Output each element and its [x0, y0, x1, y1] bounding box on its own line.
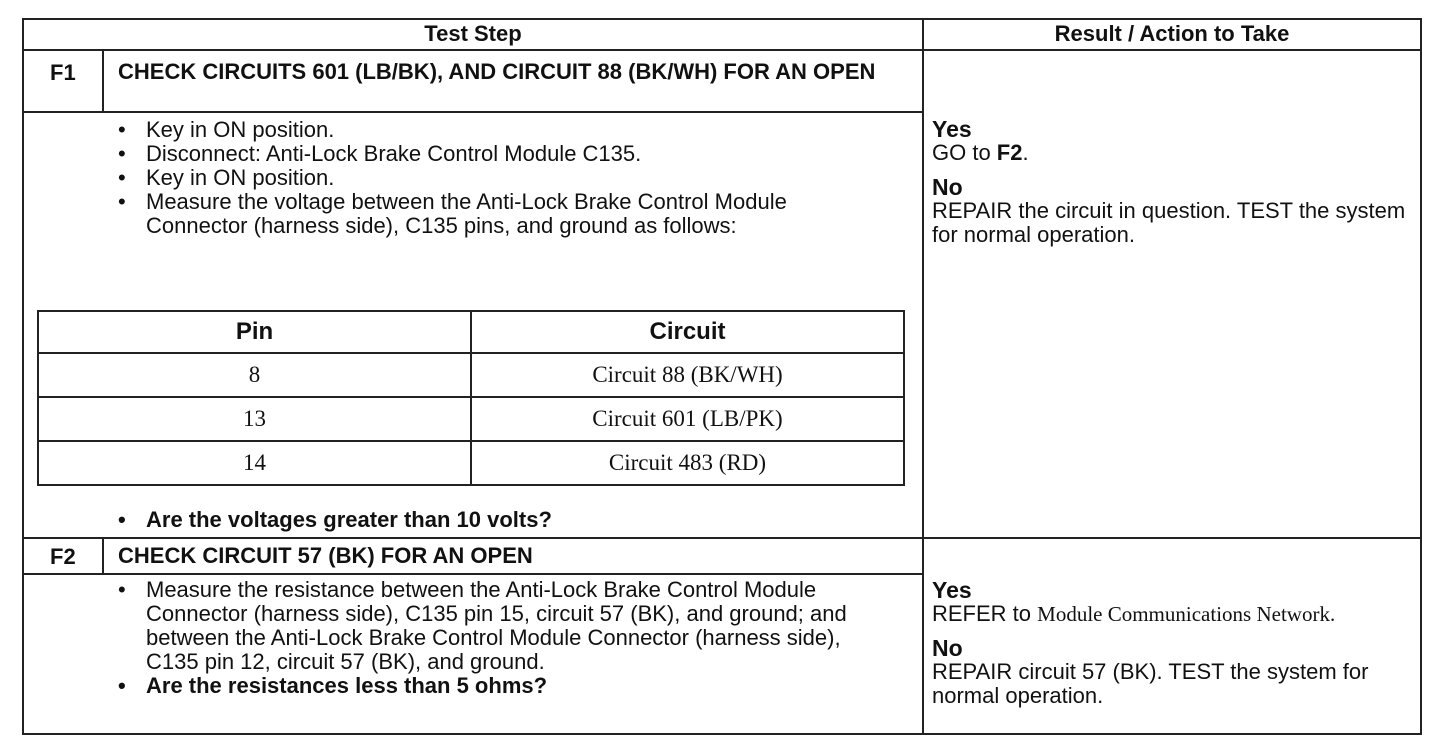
header-result-action: Result / Action to Take — [1054, 21, 1290, 46]
f2-title-bottom-border — [22, 573, 924, 575]
no-action: REPAIR the circuit in question. TEST the system for normal operation. — [932, 198, 1406, 247]
f2-result — [932, 578, 1412, 708]
pin-cell: 8 — [248, 362, 261, 387]
pin-cell: 14 — [243, 450, 266, 475]
table-bottom-border — [22, 733, 1422, 735]
list-item: • Key in ON position. — [108, 118, 868, 142]
f1-result — [932, 117, 1412, 247]
table-right-border — [1420, 18, 1422, 735]
list-item: • Measure the voltage between the Anti-Lock Brake Control Module Connector (harness side), C135 pins, and ground as follows: — [108, 190, 868, 238]
circuit-column-header: Circuit — [649, 318, 726, 345]
f1-action-list — [108, 118, 868, 238]
table-left-border — [22, 18, 24, 735]
question-text: • Are the voltages greater than 10 volts? — [108, 508, 898, 532]
circuit-cell: Circuit 483 (RD) — [608, 450, 767, 475]
pin-cell: 13 — [243, 406, 266, 431]
no-label: No — [932, 174, 963, 200]
yes-action: REFER to Module Communications Network. — [932, 601, 1336, 626]
no-action: REPAIR circuit 57 (BK). TEST the system for normal operation. — [932, 659, 1369, 708]
f1-id-divider — [102, 49, 104, 113]
no-label: No — [932, 635, 963, 661]
list-item: • Key in ON position. — [108, 166, 868, 190]
f2-action-list — [108, 578, 878, 698]
yes-label: Yes — [932, 116, 972, 142]
yes-label: Yes — [932, 577, 972, 603]
step-title-f1: CHECK CIRCUITS 601 (LB/BK), AND CIRCUIT 88 (BK/WH) FOR AN OPEN — [118, 59, 876, 84]
list-item: • Disconnect: Anti-Lock Brake Control Module C135. — [108, 142, 868, 166]
f1-bottom-border — [22, 537, 1422, 539]
step-id-f1: F1 — [50, 60, 76, 85]
f1-title-bottom-border — [22, 111, 924, 113]
yes-action: GO to F2. — [932, 140, 1029, 165]
circuit-cell: Circuit 601 (LB/PK) — [592, 406, 783, 431]
step-title-f2: CHECK CIRCUIT 57 (BK) FOR AN OPEN — [118, 543, 533, 568]
module-network-reference: Module Communications Network. — [1037, 602, 1336, 626]
column-divider — [922, 18, 924, 735]
question-text: • Are the resistances less than 5 ohms? — [108, 674, 878, 698]
f2-id-divider — [102, 537, 104, 575]
list-item: • Measure the resistance between the Anti-Lock Brake Control Module Connector (harness side), C135 pin 15, circuit 57 (BK), and ground; and between the Anti-Lock Brake Control Module Connector (harness side), C135 pin 12, circuit 57 (BK), and ground. — [108, 578, 878, 674]
header-test-step: Test Step — [424, 21, 522, 46]
header-bottom-border — [22, 49, 1422, 51]
step-id-f2: F2 — [50, 544, 76, 569]
step-reference: F2 — [996, 140, 1023, 165]
pin-column-header: Pin — [235, 318, 274, 345]
f1-question — [108, 508, 898, 532]
circuit-cell: Circuit 88 (BK/WH) — [592, 362, 783, 387]
